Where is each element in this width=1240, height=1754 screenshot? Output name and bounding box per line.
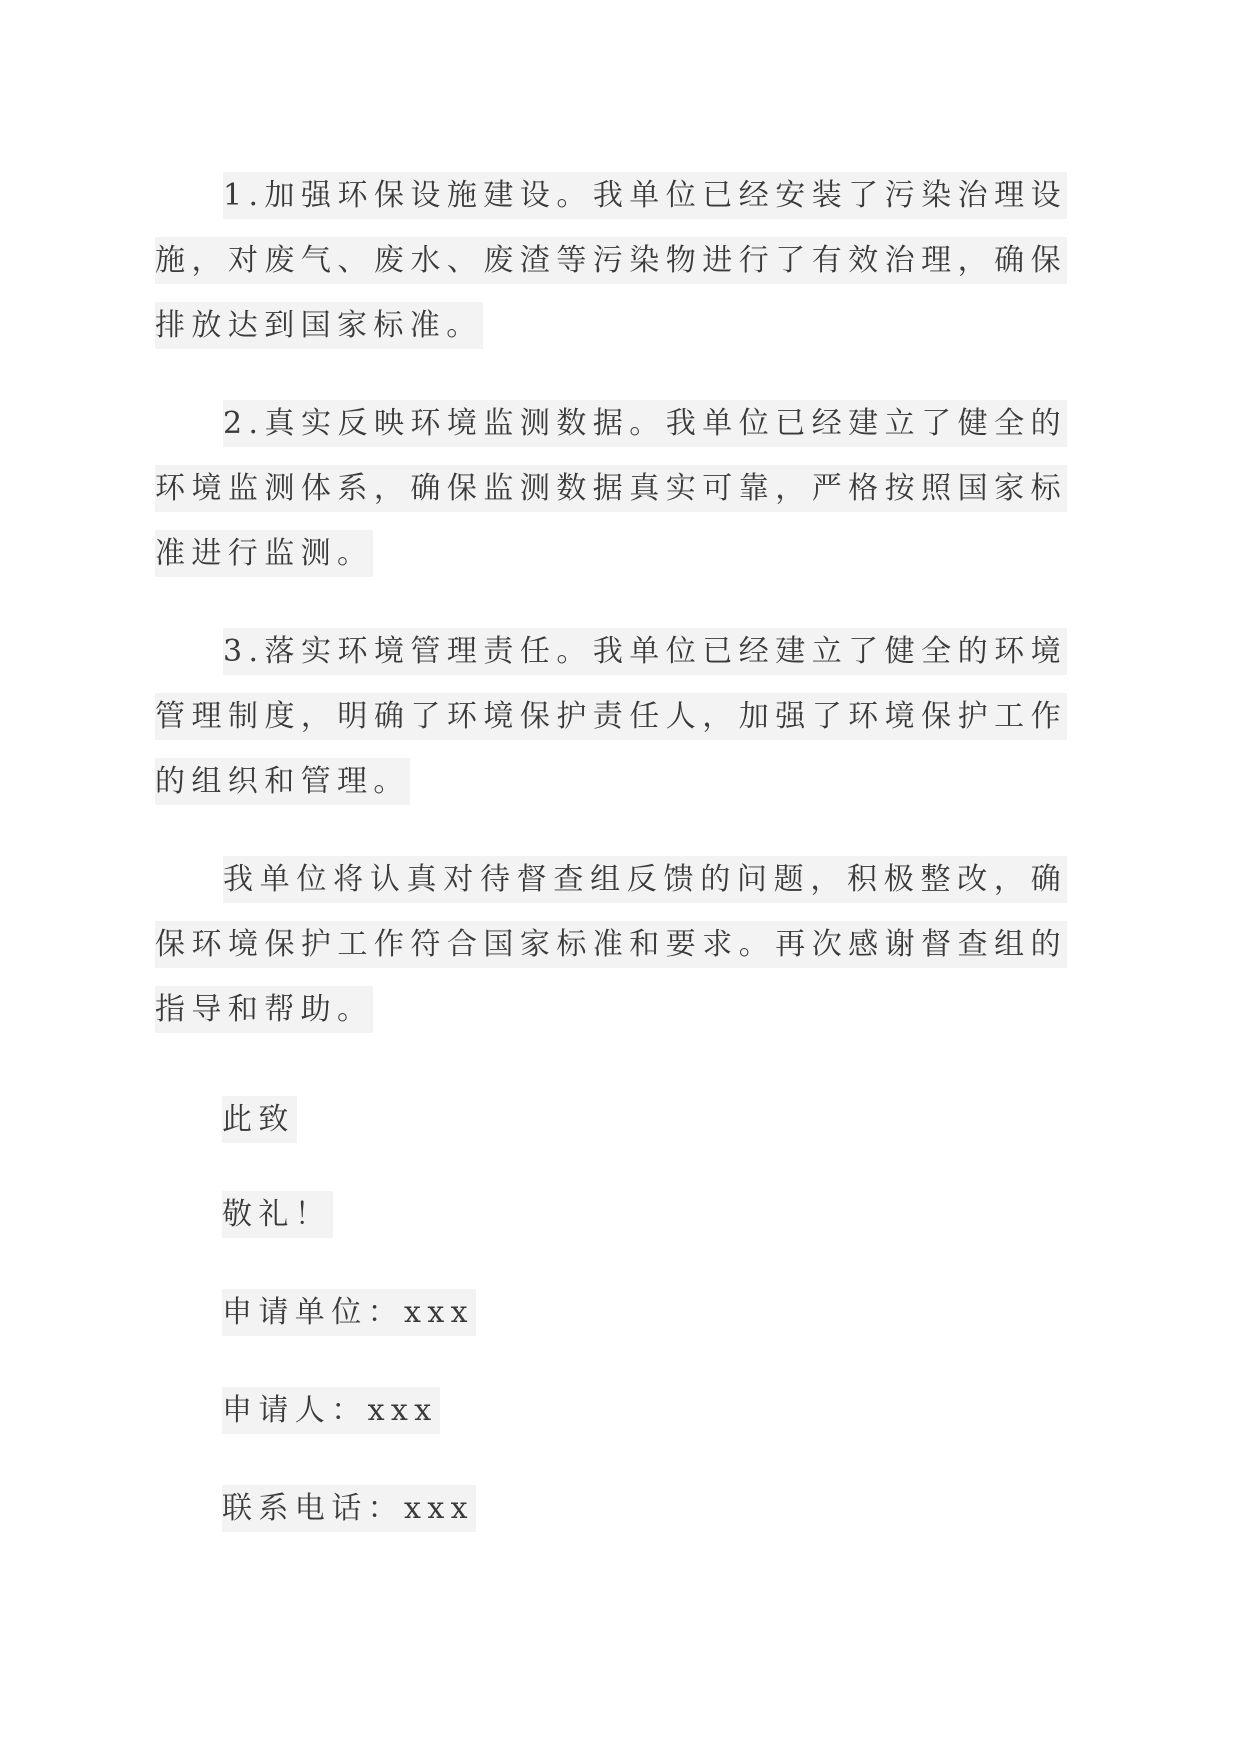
paragraph-management-responsibility [155, 619, 1067, 814]
signature-unit [222, 1291, 476, 1335]
closing-salutation-text: 此致 [222, 1096, 297, 1143]
paragraph-text: 1.加强环保设施建设。我单位已经安装了污染治理设施，对废气、废水、废渣等污染物进行了有效治理，确保排放达到国家标准。 [155, 172, 1067, 349]
closing-salutation [222, 1098, 297, 1142]
paragraph-text: 3.落实环境管理责任。我单位已经建立了健全的环境管理制度，明确了环境保护责任人，加强了环境保护工作的组织和管理。 [155, 628, 1067, 805]
paragraph-facility-construction [155, 163, 1067, 358]
paragraph-monitoring-data [155, 391, 1067, 586]
paragraph-rectification-commitment [155, 847, 1067, 1042]
paragraph-text: 我单位将认真对待督查组反馈的问题，积极整改，确保环境保护工作符合国家标准和要求。再次感谢督查组的指导和帮助。 [155, 856, 1067, 1033]
signature-applicant-text: 申请人：xxx [222, 1387, 440, 1434]
closing-regards-text: 敬礼！ [222, 1191, 333, 1238]
paragraph-text: 2.真实反映环境监测数据。我单位已经建立了健全的环境监测体系，确保监测数据真实可靠，严格按照国家标准进行监测。 [155, 400, 1067, 577]
signature-phone [222, 1487, 476, 1531]
closing-regards [222, 1193, 333, 1237]
signature-unit-text: 申请单位：xxx [222, 1289, 476, 1336]
signature-phone-text: 联系电话：xxx [222, 1485, 476, 1532]
signature-applicant [222, 1389, 440, 1433]
